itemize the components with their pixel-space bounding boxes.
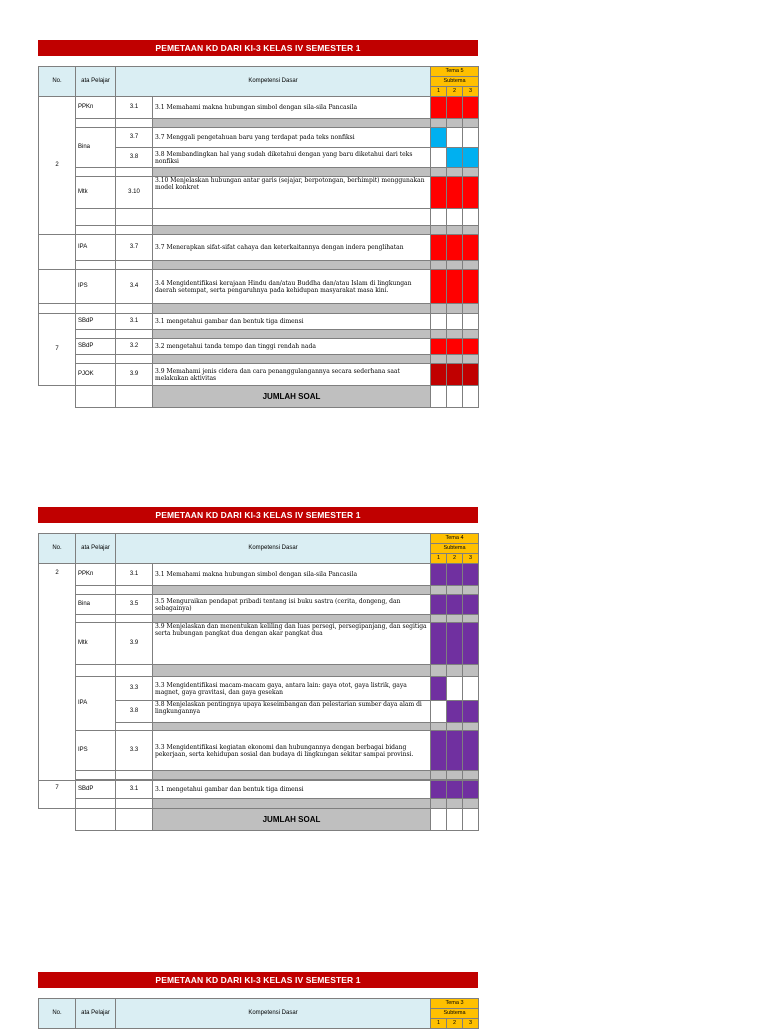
row-kd: 3.1 Memahami makna hubungan simbol dengan sila-sila Pancasila	[153, 97, 431, 119]
cell-st2	[447, 177, 463, 209]
row-kd: 3.1 mengetahui gambar dan bentuk tiga dimensi	[153, 314, 431, 330]
cell-st1	[431, 128, 447, 148]
row-no: 7	[39, 781, 76, 809]
row-code: 3.8	[116, 701, 153, 723]
cell-st2	[447, 128, 463, 148]
row-mapel: IPS	[76, 270, 116, 304]
cell-st1	[431, 270, 447, 304]
header-no: No.	[39, 999, 76, 1029]
header-subtema: Subtema	[431, 1009, 479, 1019]
cell-st1	[431, 564, 447, 586]
header-mapel: ata Pelajar	[76, 999, 116, 1029]
row-kd: 3.8 Menjelaskan pentingnya upaya keseimbangan dan pelestarian sumber daya alam di lingkungannya	[153, 701, 431, 723]
row-kd: 3.2 mengetahui tanda tempo dan tinggi rendah nada	[153, 339, 431, 355]
header-st3: 3	[463, 554, 479, 564]
sheet-tema-4	[38, 507, 478, 831]
header-mapel: ata Pelajar	[76, 534, 116, 564]
cell-st1	[431, 235, 447, 261]
cell-st1	[431, 677, 447, 701]
row-no: 7	[39, 314, 76, 386]
cell-st3	[463, 270, 479, 304]
header-kd: Kompetensi Dasar	[116, 999, 431, 1029]
sheet-title: PEMETAAN KD DARI KI-3 KELAS IV SEMESTER 1	[38, 507, 478, 523]
header-kd: Kompetensi Dasar	[116, 534, 431, 564]
row-code: 3.7	[116, 235, 153, 261]
row-kd: 3.8 Membandingkan hal yang sudah diketahui dengan yang baru diketahui dari teks nonfiksi	[153, 148, 431, 168]
header-kd: Kompetensi Dasar	[116, 67, 431, 97]
cell-st2	[447, 270, 463, 304]
row-kd: 3.9 Memahami jenis cidera dan cara penanggulangannya secara sederhana saat melakukan aktivitas	[153, 364, 431, 386]
row-kd: 3.7 Menggali pengetahuan baru yang terdapat pada teks nonfiksi	[153, 128, 431, 148]
cell-st3	[463, 564, 479, 586]
cell-st3	[463, 235, 479, 261]
row-mapel: Mtk	[76, 623, 116, 665]
cell-st3	[463, 731, 479, 771]
header-st3: 3	[463, 1019, 479, 1029]
row-mapel: Bina	[76, 595, 116, 615]
cell-st2	[447, 595, 463, 615]
row-code: 3.9	[116, 623, 153, 665]
row-no: 2	[39, 97, 76, 235]
header-st2: 2	[447, 1019, 463, 1029]
kd-table	[38, 66, 479, 408]
row-mapel: PPKn	[76, 564, 116, 586]
row-mapel: SBdP	[76, 314, 116, 330]
row-code: 3.1	[116, 564, 153, 586]
row-kd: 3.1 Memahami makna hubungan simbol dengan sila-sila Pancasila	[153, 564, 431, 586]
row-kd: 3.9 Menjelaskan dan menentukan keliling dan luas persegi, persegipanjang, dan segitiga serta hubungan pangkat dua dengan akar pangkat dua	[153, 623, 431, 665]
cell-st3	[463, 339, 479, 355]
cell-st3	[463, 314, 479, 330]
row-kd: 3.5 Menguraikan pendapat pribadi tentang isi buku sastra (cerita, dongeng, dan sebagainya)	[153, 595, 431, 615]
cell-st1	[431, 781, 447, 799]
header-st3: 3	[463, 87, 479, 97]
row-kd: 3.1 mengetahui gambar dan bentuk tiga dimensi	[153, 781, 431, 799]
cell-st2	[447, 339, 463, 355]
row-mapel: SBdP	[76, 781, 116, 799]
row-mapel: Mtk	[76, 177, 116, 209]
row-code: 3.8	[116, 148, 153, 168]
cell-st2	[447, 731, 463, 771]
cell-st2	[447, 623, 463, 665]
row-code: 3.1	[116, 97, 153, 119]
cell-st2	[447, 564, 463, 586]
sheet-tema-5	[38, 40, 478, 408]
header-no: No.	[39, 534, 76, 564]
header-subtema: Subtema	[431, 77, 479, 87]
cell-st2	[447, 677, 463, 701]
row-code: 3.5	[116, 595, 153, 615]
cell-st3	[463, 623, 479, 665]
cell-st3	[463, 781, 479, 799]
row-kd: 3.4 Mengidentifikasi kerajaan Hindu dan/atau Buddha dan/atau Islam di lingkungan daerah setempat, serta pengaruhnya pada kehidupan masyarakat masa kini.	[153, 270, 431, 304]
row-code: 3.4	[116, 270, 153, 304]
cell-st1	[431, 623, 447, 665]
row-mapel: IPA	[76, 235, 116, 261]
row-kd: 3.3 Mengidentifikasi kegiatan ekonomi dan hubungannya dengan berbagai bidang pekerjaan, serta kehidupan sosial dan budaya di lingkungan sekitar sampai provinsi.	[153, 731, 431, 771]
row-code: 3.9	[116, 364, 153, 386]
cell-st1	[431, 595, 447, 615]
cell-st3	[463, 364, 479, 386]
header-st2: 2	[447, 87, 463, 97]
cell-st1	[431, 339, 447, 355]
header-tema: Tema 4	[431, 534, 479, 544]
header-tema: Tema 3	[431, 999, 479, 1009]
cell-st3	[463, 97, 479, 119]
cell-st2	[447, 701, 463, 723]
cell-st3	[463, 128, 479, 148]
header-tema: Tema 5	[431, 67, 479, 77]
header-st1: 1	[431, 554, 447, 564]
cell-st1	[431, 148, 447, 168]
cell-st2	[447, 148, 463, 168]
cell-st3	[463, 701, 479, 723]
cell-st2	[447, 364, 463, 386]
kd-table	[38, 533, 479, 831]
header-st1: 1	[431, 1019, 447, 1029]
header-st2: 2	[447, 554, 463, 564]
jumlah-soal: JUMLAH SOAL	[153, 809, 431, 831]
header-st1: 1	[431, 87, 447, 97]
header-subtema: Subtema	[431, 544, 479, 554]
cell-st1	[431, 177, 447, 209]
cell-st1	[431, 314, 447, 330]
row-code: 3.1	[116, 781, 153, 799]
sheet-tema-3	[38, 972, 478, 1029]
row-mapel: IPS	[76, 731, 116, 771]
row-code: 3.7	[116, 128, 153, 148]
row-code: 3.1	[116, 314, 153, 330]
cell-st1	[431, 97, 447, 119]
row-mapel: PJOK	[76, 364, 116, 386]
cell-st2	[447, 235, 463, 261]
row-kd: 3.3 Mengidentifikasi macam-macam gaya, antara lain: gaya otot, gaya listrik, gaya magnet, gaya gravitasi, dan gaya gesekan	[153, 677, 431, 701]
cell-st3	[463, 595, 479, 615]
row-mapel: IPA	[76, 677, 116, 731]
cell-st2	[447, 314, 463, 330]
row-no: 2	[39, 564, 76, 781]
row-mapel: SBdP	[76, 339, 116, 355]
cell-st1	[431, 731, 447, 771]
cell-st1	[431, 364, 447, 386]
kd-table	[38, 998, 479, 1029]
header-mapel: ata Pelajar	[76, 67, 116, 97]
jumlah-soal: JUMLAH SOAL	[153, 386, 431, 408]
row-kd: 3.10 Menjelaskan hubungan antar garis (sejajar, berpotongan, berhimpit) menggunakan model konkret	[153, 177, 431, 209]
row-mapel: PPKn	[76, 97, 116, 119]
header-no: No.	[39, 67, 76, 97]
cell-st2	[447, 781, 463, 799]
row-mapel: Bina	[76, 128, 116, 168]
row-code: 3.2	[116, 339, 153, 355]
row-code: 3.10	[116, 177, 153, 209]
row-code: 3.3	[116, 677, 153, 701]
sheet-title: PEMETAAN KD DARI KI-3 KELAS IV SEMESTER 1	[38, 972, 478, 988]
cell-st2	[447, 97, 463, 119]
sheet-title: PEMETAAN KD DARI KI-3 KELAS IV SEMESTER 1	[38, 40, 478, 56]
cell-st3	[463, 177, 479, 209]
row-code: 3.3	[116, 731, 153, 771]
cell-st3	[463, 148, 479, 168]
row-kd: 3.7 Menerapkan sifat-sifat cahaya dan keterkaitannya dengan indera penglihatan	[153, 235, 431, 261]
cell-st3	[463, 677, 479, 701]
cell-st1	[431, 701, 447, 723]
